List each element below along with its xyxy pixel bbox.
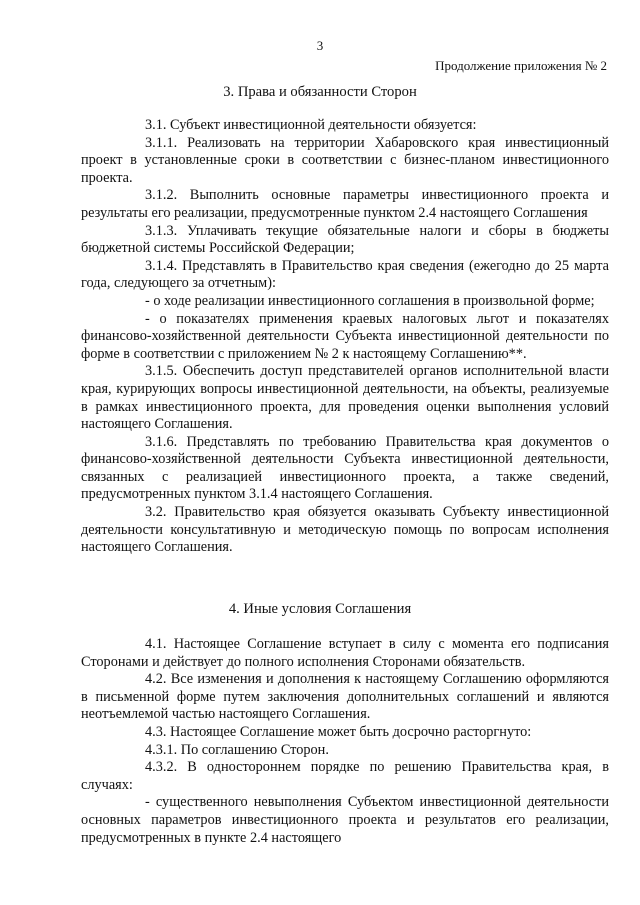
- paragraph-3-2: 3.2. Правительство края обязуется оказывать Субъекту инвестиционной деятельности консультативную и методическую помощь по вопросам исполнения настоящего Соглашения.: [81, 504, 609, 556]
- paragraph-4-3: 4.3. Настоящее Соглашение может быть досрочно расторгнуто:: [145, 723, 532, 740]
- paragraph-4-3-2: 4.3.2. В одностороннем порядке по решению Правительства края, в случаях:: [81, 759, 609, 793]
- paragraph-4-2: 4.2. Все изменения и дополнения к настоящему Соглашению оформляются в письменной форме путем заключения дополнительных соглашений и являются неотъемлемой частью настоящего Соглашения.: [81, 671, 609, 723]
- paragraph-4-3-1: 4.3.1. По соглашению Сторон.: [145, 741, 329, 758]
- paragraph-3-1-6: 3.1.6. Представлять по требованию Правительства края документов о финансово-хозяйственной деятельности Субъекта инвестиционной деятельности, связанных с реализацией инвестиционного проекта, а также сведений, предусмотренных пунктом 3.1.4 настоящего Соглашения.: [81, 433, 609, 503]
- paragraph-3-1-2: 3.1.2. Выполнить основные параметры инвестиционного проекта и результаты его реализации, предусмотренные пунктом 2.4 настоящего Соглашения: [81, 187, 609, 221]
- paragraph-3-1-4: 3.1.4. Представлять в Правительство края сведения (ежегодно до 25 марта года, следующего за отчетным):: [81, 257, 609, 292]
- page-number: 3: [316, 38, 324, 53]
- paragraph-3-1-3: 3.1.3. Уплачивать текущие обязательные налоги и сборы в бюджеты бюджетной системы Российской Федерации;: [81, 222, 609, 257]
- continuation-note: Продолжение приложения № 2: [435, 58, 607, 73]
- list-item-progress: - о ходе реализации инвестиционного соглашения в произвольной форме;: [145, 292, 595, 309]
- section-4-body: [81, 636, 609, 847]
- paragraph-3-1: 3.1. Субъект инвестиционной деятельности обязуется:: [145, 117, 477, 133]
- list-item-indicators: - о показателях применения краевых налоговых льгот и показателях финансово-хозяйственной деятельности Субъекта инвестиционной деятельности по форме в соответствии с приложением № 2 к настоящему Соглашению**.: [81, 310, 609, 362]
- list-item-nonfulfillment: - существенного невыполнения Субъектом инвестиционной деятельности основных параметров инвестиционного проекта и результатов его реализации, предусмотренных в пункте 2.4 настоящего: [81, 794, 609, 846]
- section-4-title: 4. Иные условия Соглашения: [228, 601, 412, 617]
- paragraph-4-1: 4.1. Настоящее Соглашение вступает в силу с момента его подписания Сторонами и действует до полного исполнения Сторонами обязательств.: [81, 636, 609, 670]
- paragraph-3-1-5: 3.1.5. Обеспечить доступ представителей органов исполнительной власти края, курирующих вопросы инвестиционной деятельности, на объекты, реализуемые в рамках инвестиционного проекта, для проведения оценки выполнения условий настоящего Соглашения.: [81, 363, 609, 433]
- section-3-title: 3. Права и обязанности Сторон: [223, 84, 417, 100]
- section-3-body: [81, 117, 609, 557]
- paragraph-3-1-1: 3.1.1. Реализовать на территории Хабаровского края инвестиционный проект в установленные сроки в соответствии с бизнес-планом инвестиционного проекта.: [81, 134, 609, 186]
